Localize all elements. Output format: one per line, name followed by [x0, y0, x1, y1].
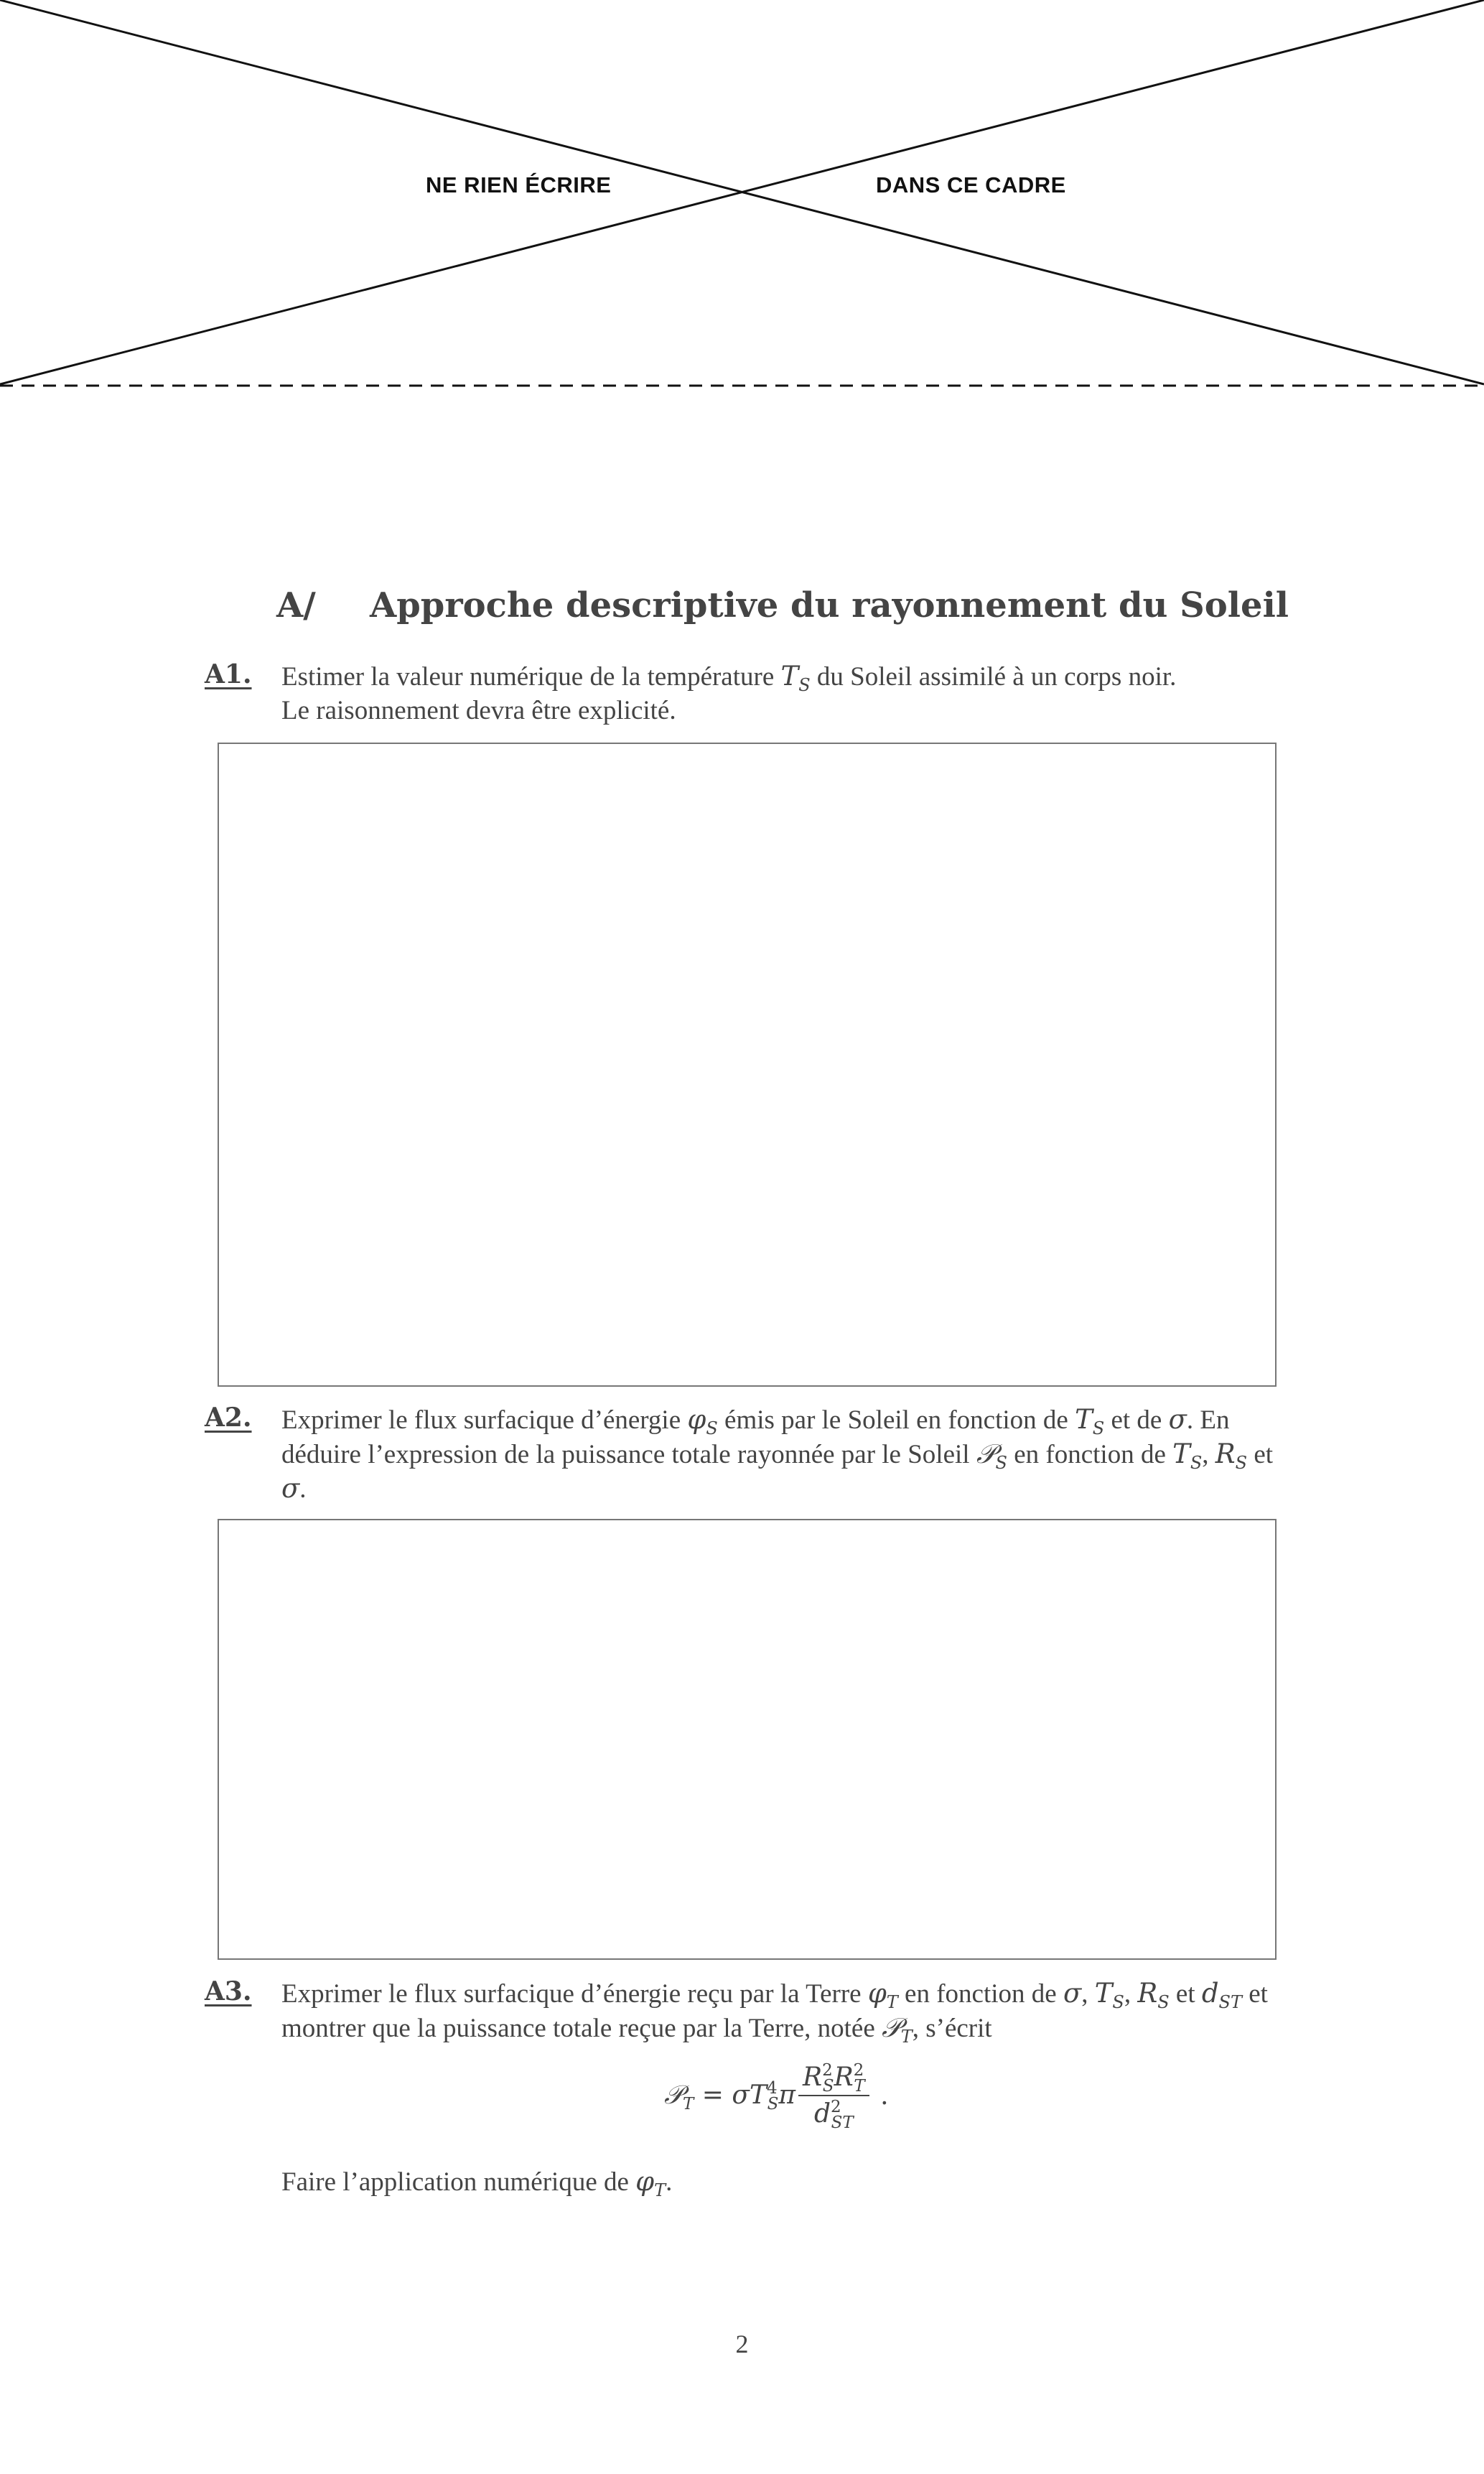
page-number: 2 — [735, 2330, 749, 2358]
formula-fraction: $\frac{R^2_SR^2_T}{d^2_{ST}}$ — [798, 2063, 869, 2129]
question-label-a1: A1. — [205, 659, 252, 689]
formula-power-earth: 𝒫$_T$ = $\sigma T^4_S\pi$ $\frac{R^2_SR^2_T}{d^2_{ST}}$ . — [664, 2061, 889, 2132]
no-write-frame — [0, 0, 1484, 388]
answer-box-a1[interactable] — [218, 743, 1277, 1387]
answer-box-a2[interactable] — [218, 1519, 1277, 1960]
question-text-a3-final: Faire l’application numérique de $\varphi_T$. — [281, 2166, 673, 2200]
header-left-text: NE RIEN ÉCRIRE — [426, 172, 612, 197]
question-label-a2: A2. — [205, 1403, 252, 1433]
question-text-a1: Estimer la valeur numérique de la température $T_S$ du Soleil assimilé à un corps noir. Le raisonnement devra être explicité. — [281, 661, 1177, 725]
question-label-a3: A3. — [205, 1976, 252, 2006]
section-heading: Approche descriptive du rayonnement du Soleil — [370, 585, 1289, 626]
cross-lines — [0, 0, 1484, 388]
question-text-a2: Exprimer le flux surfacique d’énergie $\varphi_S$ émis par le Soleil en fonction de $T_S$ et de σ. En déduire l’expression de la puissance totale rayonnée par le Soleil 𝒫$_S$ en fonction de $T_S$, $R_S$ et σ. — [281, 1404, 1274, 1504]
header-right-text: DANS CE CADRE — [876, 172, 1066, 197]
section-number: A/ — [276, 585, 316, 626]
question-text-a3: Exprimer le flux surfacique d’énergie reçu par la Terre $\varphi_T$ en fonction de σ, $T_S$, $R_S$ et $d_{ST}$ et montrer que la puissance totale reçue par la Terre, notée 𝒫$_T$, s’écrit — [281, 1978, 1268, 2047]
section-title — [276, 585, 1289, 626]
